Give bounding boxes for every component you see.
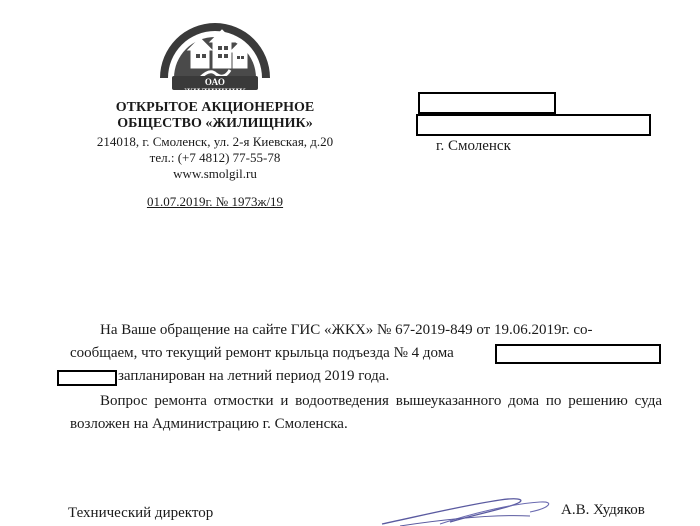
logo-caption: ОАО «ЖИЛИЩНИК» [179,77,251,97]
signatory-name: А.В. Худяков [561,502,645,518]
outgoing-number: 01.07.2019г. № 1973ж/19 [146,194,284,209]
redacted-recipient-line2 [416,114,651,136]
body-paragraph-1-line1: На Ваше обращение на сайте ГИС «ЖКХ» № 67-2019-849 от 19.06.2019г. со- [100,322,593,338]
body-paragraph-1-line3: запланирован на летний период 2019 года. [118,368,390,384]
org-phone: тел.: (+7 4812) 77-55-78 [149,150,281,165]
org-website: www.smolgil.ru [173,166,257,181]
body-paragraph-2: Вопрос ремонта отмостки и водоотведения вышеуказанного дома по решению суда возложен на Администрацию г. Смоленска. [70,393,662,432]
org-address: 214018, г. Смоленск, ул. 2-я Киевская, д.20 [96,134,334,149]
org-name-line2: ОБЩЕСТВО «ЖИЛИЩНИК» [117,116,313,131]
organization-contacts [70,134,360,182]
body-paragraph-1-line2: сообщаем, что текущий ремонт крыльца подъезда № 4 дома [70,345,454,361]
redacted-address-part2 [57,370,117,386]
redacted-recipient-line1 [418,92,556,114]
handwritten-signature [380,486,580,526]
organization-name [100,100,330,132]
org-name-line1: ОТКРЫТОЕ АКЦИОНЕРНОЕ [115,100,315,115]
signatory-title: Технический директор [68,505,214,521]
redacted-address-part1 [495,344,661,364]
recipient-city: г. Смоленск [436,138,511,154]
